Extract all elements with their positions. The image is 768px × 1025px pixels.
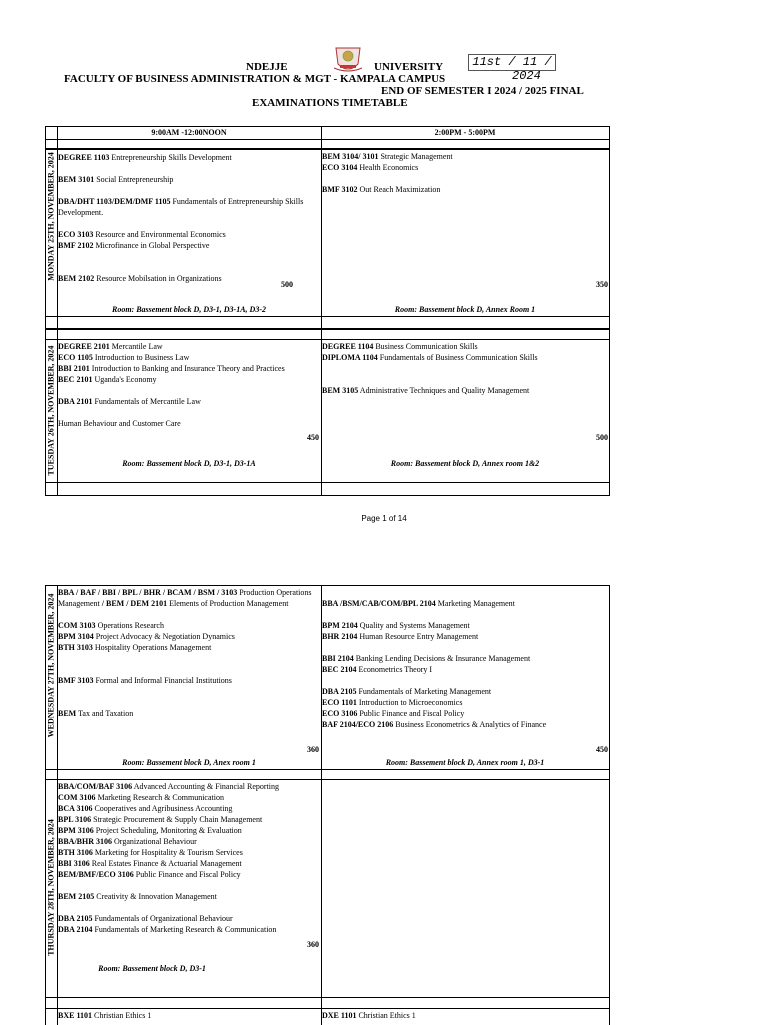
monday-afternoon-room: Room: Bassement block D, Annex Room 1 [394, 305, 536, 314]
exam-entry: ECO 1101 Introduction to Microeconomics [322, 698, 463, 707]
semester-title: END OF SEMESTER I 2024 / 2025 FINAL [381, 85, 584, 97]
tuesday-afternoon-exams [322, 341, 608, 396]
exam-entry: DBA 2105 Fundamentals of Marketing Management [322, 687, 492, 696]
exam-entry: BEM Tax and Taxation [58, 709, 134, 718]
day-label-monday: MONDAY 25TH, NOVEMBER, 2024 [46, 152, 56, 281]
exam-entry: BMF 3102 Out Reach Maximization [322, 185, 441, 194]
university-name-right: UNIVERSITY [374, 61, 444, 73]
university-crest-icon [330, 44, 366, 74]
monday-afternoon-exams [322, 151, 608, 195]
exam-entry: BMF 3103 Formal and Informal Financial Institutions [58, 676, 232, 685]
exam-entry: BBA/COM/BAF 3106 Advanced Accounting & Financial Reporting [58, 782, 280, 791]
exam-entry: BBA / BAF / BBI / BPL / BHR / BCAM / BSM / 3103 Production Operations Management / BEM / DEM 2101 Elements of Production Management [58, 588, 312, 608]
tuesday-morning-count: 450 [307, 433, 319, 442]
exam-entry: BHR 2104 Human Resource Entry Management [322, 632, 479, 641]
monday-afternoon-count: 350 [596, 280, 608, 289]
exam-entry: BPM 2104 Quality and Systems Management [322, 621, 470, 630]
exam-entry: DEGREE 2101 Mercantile Law [58, 342, 163, 351]
tuesday-morning-room: Room: Bassement block D, D3-1, D3-1A [122, 459, 256, 468]
tuesday-morning-exams [58, 341, 320, 429]
exam-entry: Human Behaviour and Customer Care [58, 419, 181, 428]
wednesday-morning-count: 360 [307, 745, 319, 754]
exam-entry: BTH 3103 Hospitality Operations Management [58, 643, 212, 652]
exam-entry: BBI 2104 Banking Lending Decisions & Insurance Management [322, 654, 531, 663]
exam-entry: BMF 2102 Microfinance in Global Perspective [58, 241, 210, 250]
exam-entry: BEM 3101 Social Entrepreneurship [58, 175, 174, 184]
exam-entry: BPM 3106 Project Scheduling, Monitoring & Evaluation [58, 826, 242, 835]
exam-entry: BEM 2102 Resource Mobilsation in Organizations [58, 274, 222, 283]
exam-entry: BTH 3106 Marketing for Hospitality & Tourism Services [58, 848, 243, 857]
exam-entry: DBA 2104 Fundamentals of Marketing Research & Communication [58, 925, 277, 934]
exam-entry: COM 3106 Marketing Research & Communication [58, 793, 224, 802]
exam-entry: BEC 2101 Uganda's Economy [58, 375, 157, 384]
exam-entry: ECO 3104 Health Economics [322, 163, 419, 172]
exam-entry: DBA 2105 Fundamentals of Organizational Behaviour [58, 914, 233, 923]
monday-morning-count: 500 [281, 280, 293, 289]
university-name-left: NDEJJE [246, 61, 288, 73]
exam-entry: ECO 3106 Public Finance and Fiscal Policy [322, 709, 465, 718]
thursday-morning-room: Room: Bassement block D, D3-1 [98, 964, 206, 973]
thursday-morning-count: 360 [307, 940, 319, 949]
exam-entry: BEM/BMF/ECO 3106 Public Finance and Fiscal Policy [58, 870, 241, 879]
exam-entry: ECO 1105 Introduction to Business Law [58, 353, 190, 362]
exam-entry: BXE 1101 Christian Ethics 1 [58, 1011, 152, 1020]
wednesday-afternoon-count: 450 [596, 745, 608, 754]
monday-morning-exams [58, 152, 320, 284]
exam-entry: BCA 3106 Cooperatives and Agribusiness Accounting [58, 804, 233, 813]
exam-entry: DBA/DHT 1103/DEM/DMF 1105 Fundamentals of Entrepreneurship Skills Development. [58, 197, 304, 217]
exam-entry: COM 3103 Operations Research [58, 621, 164, 630]
exam-entry: BBA/BHR 3106 Organizational Behaviour [58, 837, 197, 846]
exam-entry: BEM 2105 Creativity & Innovation Management [58, 892, 217, 901]
slot-afternoon: 2:00PM - 5:00PM [434, 128, 496, 137]
day-label-thursday: THURSDAY 28TH, NOVEMBER, 2024 [46, 819, 56, 956]
exam-entry: BBI 2101 Introduction to Banking and Insurance Theory and Practices [58, 364, 285, 373]
exam-entry: BAF 2104/ECO 2106 Business Econometrics & Analytics of Finance [322, 720, 547, 729]
wednesday-morning-exams [58, 587, 320, 719]
exam-entry: ECO 3103 Resource and Environmental Economics [58, 230, 226, 239]
wednesday-afternoon-room: Room: Bassement block D, Annex room 1, D3-1 [385, 758, 545, 767]
exam-entry: DEGREE 1104 Business Communication Skills [322, 342, 478, 351]
exam-entry: BBI 3106 Real Estates Finance & Actuarial Management [58, 859, 242, 868]
wednesday-morning-room: Room: Bassement block D, Anex room 1 [122, 758, 256, 767]
day-label-tuesday: TUESDAY 26TH, NOVEMBER, 2024 [46, 345, 56, 476]
exam-entry: BEM 3105 Administrative Techniques and Quality Management [322, 386, 530, 395]
exam-entry: DXE 1101 Christian Ethics 1 [322, 1011, 416, 1020]
exam-entry: BPM 3104 Project Advocacy & Negotiation Dynamics [58, 632, 235, 641]
faculty-title: FACULTY OF BUSINESS ADMINISTRATION & MGT - KAMPALA CAMPUS [64, 73, 446, 85]
slot-morning: 9:00AM -12:00NOON [151, 128, 227, 137]
exam-entry: DBA 2101 Fundamentals of Mercantile Law [58, 397, 201, 406]
wednesday-afternoon-exams [322, 598, 608, 730]
timetable-title: EXAMINATIONS TIMETABLE [252, 97, 408, 109]
monday-morning-room: Room: Bassement block D, D3-1, D3-1A, D3-2 [112, 305, 266, 314]
day-label-wednesday: WEDNESDAY 27TH, NOVEMBER, 2024 [46, 593, 56, 738]
exam-entry: DEGREE 1103 Entrepreneurship Skills Development [58, 153, 232, 162]
tuesday-afternoon-room: Room: Bassement block D, Annex room 1&2 [390, 459, 540, 468]
exam-entry: BEM 3104/ 3101 Strategic Management [322, 152, 453, 161]
exam-entry: BBA /BSM/CAB/COM/BPL 2104 Marketing Management [322, 599, 515, 608]
exam-entry: DIPLOMA 1104 Fundamentals of Business Communication Skills [322, 353, 538, 362]
next-day-afternoon-exams [322, 1010, 608, 1021]
tuesday-afternoon-count: 500 [596, 433, 608, 442]
date-stamp-year: 2024 [512, 69, 541, 83]
exam-entry: BPL 3106 Strategic Procurement & Supply Chain Management [58, 815, 263, 824]
date-stamp: 11st / 11 / [468, 54, 556, 71]
exam-entry: BEC 2104 Econometrics Theory I [322, 665, 433, 674]
next-day-morning-exams [58, 1010, 320, 1021]
thursday-morning-exams [58, 781, 320, 935]
page-number: Page 1 of 14 [361, 514, 407, 523]
